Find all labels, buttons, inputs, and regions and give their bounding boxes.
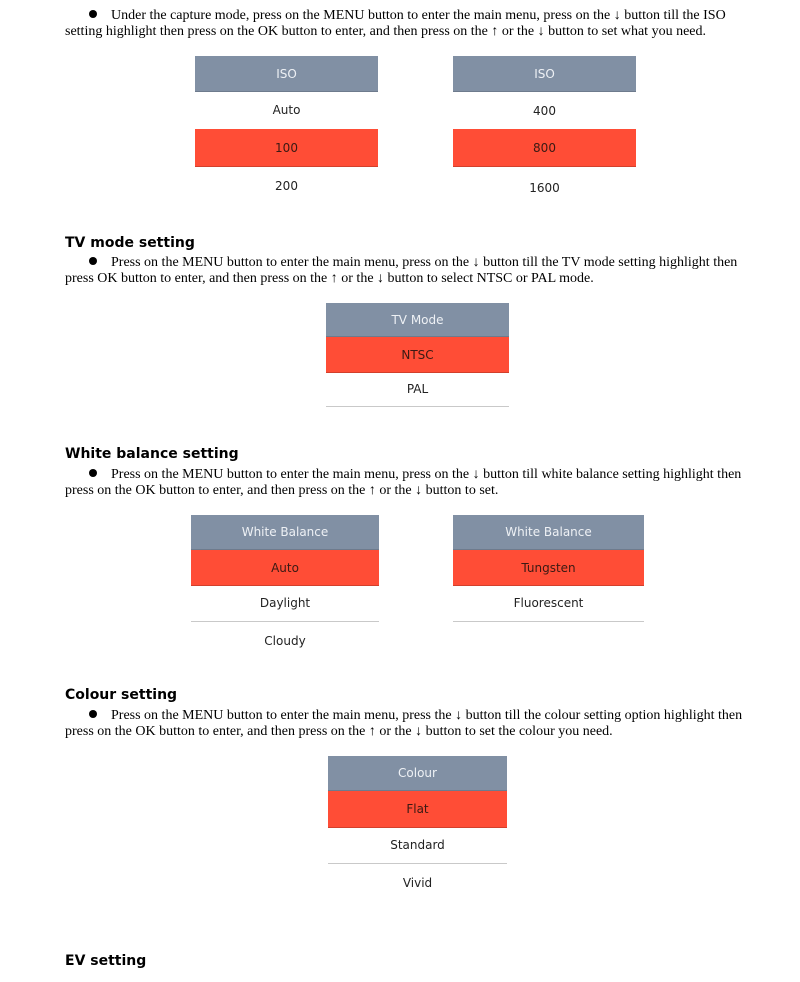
menu-item[interactable]: Vivid (402, 875, 433, 890)
menu-item[interactable]: Cloudy (264, 634, 306, 648)
bullet-icon (89, 469, 97, 477)
menu-header: ISO (453, 56, 636, 92)
bullet-icon (89, 10, 97, 18)
iso-instruction-text: Under the capture mode, press on the MENU button to enter the main menu, press on the ↓ button till the ISO setting highlight then press on the OK button to enter, and then press on the ↑ or the ↓ button to set what you need. (65, 8, 726, 39)
white-balance-instruction (65, 467, 745, 499)
menu-item-selected[interactable]: Tungsten (453, 550, 644, 586)
menu-item-selected[interactable]: NTSC (326, 337, 509, 373)
menu-divider (328, 863, 507, 864)
menu-item[interactable]: Daylight (259, 595, 311, 610)
tv-mode-instruction (65, 255, 745, 287)
ev-heading: EV setting (65, 953, 147, 969)
menu-item[interactable]: Auto (272, 103, 301, 117)
bullet-icon (89, 257, 97, 265)
menu-item-selected[interactable]: Flat (328, 791, 507, 828)
menu-header: White Balance (191, 515, 379, 550)
menu-item[interactable]: 1600 (529, 181, 560, 195)
menu-header: TV Mode (326, 303, 509, 337)
menu-divider (191, 621, 379, 622)
menu-divider (453, 621, 644, 622)
menu-item[interactable]: PAL (406, 382, 429, 396)
menu-item-selected[interactable]: 100 (195, 129, 378, 167)
colour-instruction (65, 708, 745, 740)
menu-header: White Balance (453, 515, 644, 550)
menu-item[interactable]: 200 (275, 179, 298, 193)
bullet-icon (89, 710, 97, 718)
menu-header: ISO (195, 56, 378, 92)
white-balance-menu-left (191, 515, 379, 660)
menu-divider (326, 406, 509, 407)
colour-heading: Colour setting (65, 687, 178, 703)
iso-instruction (65, 8, 745, 40)
white-balance-menu-right (453, 515, 644, 625)
iso-menu-right (453, 56, 636, 206)
menu-item[interactable]: Fluorescent (513, 595, 584, 610)
colour-menu (328, 756, 507, 901)
menu-item[interactable]: 400 (533, 104, 556, 118)
menu-item[interactable]: Standard (390, 837, 445, 852)
white-balance-instruction-text: Press on the MENU button to enter the main menu, press on the ↓ button till white balance setting highlight then press on the OK button to enter, and then press on the ↑ or the ↓ button to set. (65, 467, 742, 498)
iso-menu-left (195, 56, 378, 206)
menu-header: Colour (328, 756, 507, 791)
tv-mode-heading: TV mode setting (65, 235, 195, 251)
tv-mode-instruction-text: Press on the MENU button to enter the main menu, press on the ↓ button till the TV mode setting highlight then press OK button to enter, and then press on the ↑ or the ↓ button to select NTSC or PAL mode. (65, 255, 738, 286)
menu-item-selected[interactable]: 800 (453, 129, 636, 167)
menu-item-selected[interactable]: Auto (191, 550, 379, 586)
colour-instruction-text: Press on the MENU button to enter the main menu, press the ↓ button till the colour setting option highlight then press on the OK button to enter, and then press on the ↑ or the ↓ button to set the colour you need. (65, 708, 743, 739)
tv-mode-menu (326, 303, 509, 408)
white-balance-heading: White balance setting (65, 446, 239, 462)
